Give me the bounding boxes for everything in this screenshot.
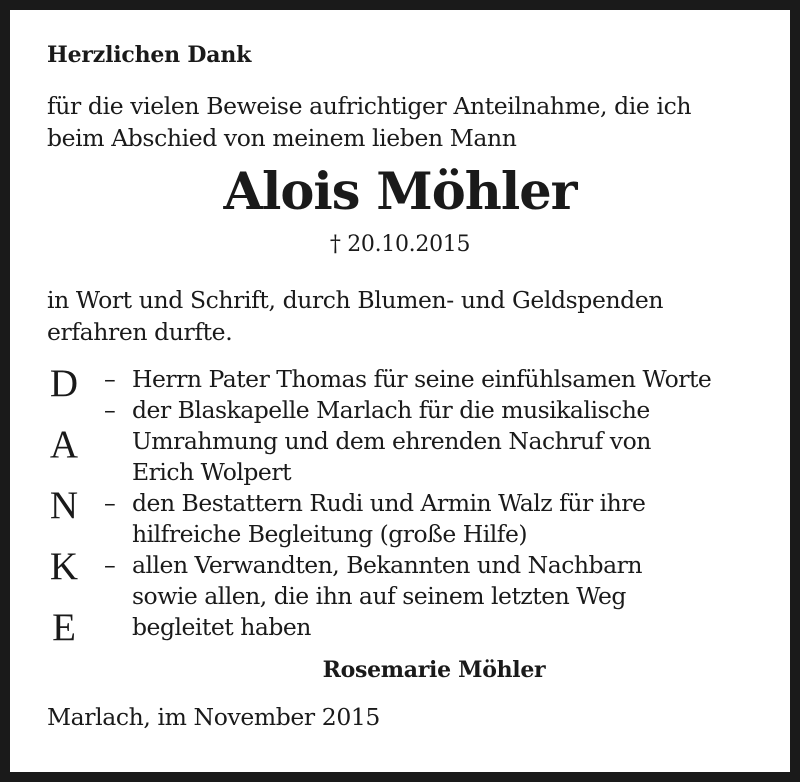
danke-letter-n: N	[49, 484, 79, 527]
danke-letter-k: K	[49, 545, 79, 588]
death-date: † 20.10.2015	[329, 232, 471, 257]
dash-bullet: –	[104, 551, 116, 579]
notice-heading: Herzlichen Dank	[47, 42, 252, 68]
thanks-line: Herrn Pater Thomas für seine einfühlsamen Worte	[132, 365, 712, 393]
thanks-line: begleitet haben	[132, 613, 311, 641]
danke-letter-a: A	[49, 423, 79, 466]
thanks-line: sowie allen, die ihn auf seinem letzten Weg	[132, 582, 626, 610]
dash-bullet: –	[104, 365, 116, 393]
thanks-list	[104, 364, 764, 643]
dash-bullet: –	[104, 489, 116, 517]
thanks-line: allen Verwandten, Bekannten und Nachbarn	[132, 551, 642, 579]
thanks-item	[104, 550, 764, 643]
continuation-line: erfahren durfte.	[47, 318, 233, 346]
place-date: Marlach, im November 2015	[47, 703, 380, 731]
thanks-item	[104, 488, 764, 550]
thanks-line: Umrahmung und dem ehrenden Nachruf von	[132, 427, 651, 455]
signature: Rosemarie Möhler	[322, 657, 546, 683]
thanks-line: den Bestattern Rudi und Armin Walz für ihre	[132, 489, 646, 517]
intro-paragraph	[47, 90, 767, 154]
dash-bullet: –	[104, 396, 116, 424]
intro-line: für die vielen Beweise aufrichtiger Anteilnahme, die ich	[47, 92, 692, 120]
thanks-item	[104, 395, 764, 488]
continuation-line: in Wort und Schrift, durch Blumen- und Geldspenden	[47, 286, 664, 314]
thanks-line: Erich Wolpert	[132, 458, 292, 486]
intro-line: beim Abschied von meinem lieben Mann	[47, 124, 517, 152]
thanks-line: hilfreiche Begleitung (große Hilfe)	[132, 520, 528, 548]
continuation-paragraph	[47, 284, 767, 348]
danke-letter-e: E	[52, 606, 76, 649]
thanks-line: der Blaskapelle Marlach für die musikalische	[132, 396, 650, 424]
thanks-item	[104, 364, 764, 395]
danke-letter-d: D	[49, 362, 79, 405]
deceased-name: Alois Möhler	[223, 162, 577, 222]
